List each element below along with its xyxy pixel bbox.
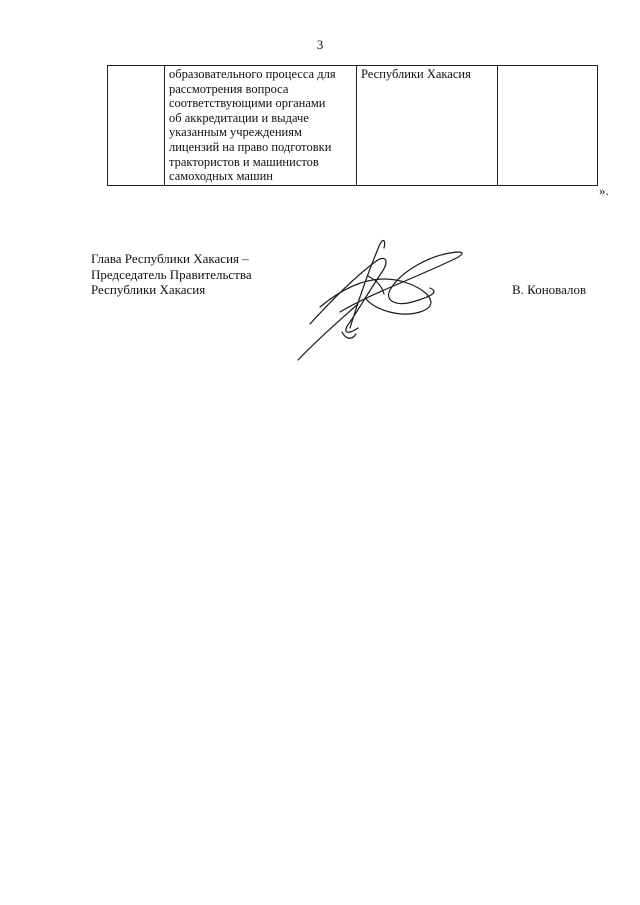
page-number: 3 bbox=[316, 37, 324, 52]
closing-quote: ». bbox=[599, 183, 609, 198]
description-line: самоходных машин bbox=[169, 169, 273, 184]
table-cell-number bbox=[108, 66, 165, 186]
description-line: об аккредитации и выдаче bbox=[169, 110, 309, 125]
table-cell-description bbox=[165, 66, 357, 186]
description-line: лицензий на право подготовки bbox=[169, 139, 332, 154]
description-line: образовательного процесса для bbox=[169, 67, 336, 81]
table-cell-authority: Республики Хакасия bbox=[357, 66, 498, 186]
signatory-title-line: Глава Республики Хакасия – bbox=[91, 251, 249, 266]
signatory-name: В. Коновалов bbox=[512, 282, 587, 297]
description-line: указанным учреждениям bbox=[169, 125, 302, 140]
description-line: рассмотрения вопроса bbox=[169, 81, 289, 96]
description-line: трактористов и машинистов bbox=[169, 154, 319, 169]
signatory-title bbox=[91, 251, 252, 298]
table-cell-deadline bbox=[498, 66, 598, 186]
signatory-title-line: Республики Хакасия bbox=[91, 282, 206, 297]
description-line: соответствующими органами bbox=[169, 96, 326, 111]
signatory-title-line: Председатель Правительства bbox=[91, 266, 252, 282]
handwritten-signature bbox=[280, 232, 480, 372]
document-table bbox=[107, 65, 598, 186]
table-row bbox=[108, 66, 598, 186]
